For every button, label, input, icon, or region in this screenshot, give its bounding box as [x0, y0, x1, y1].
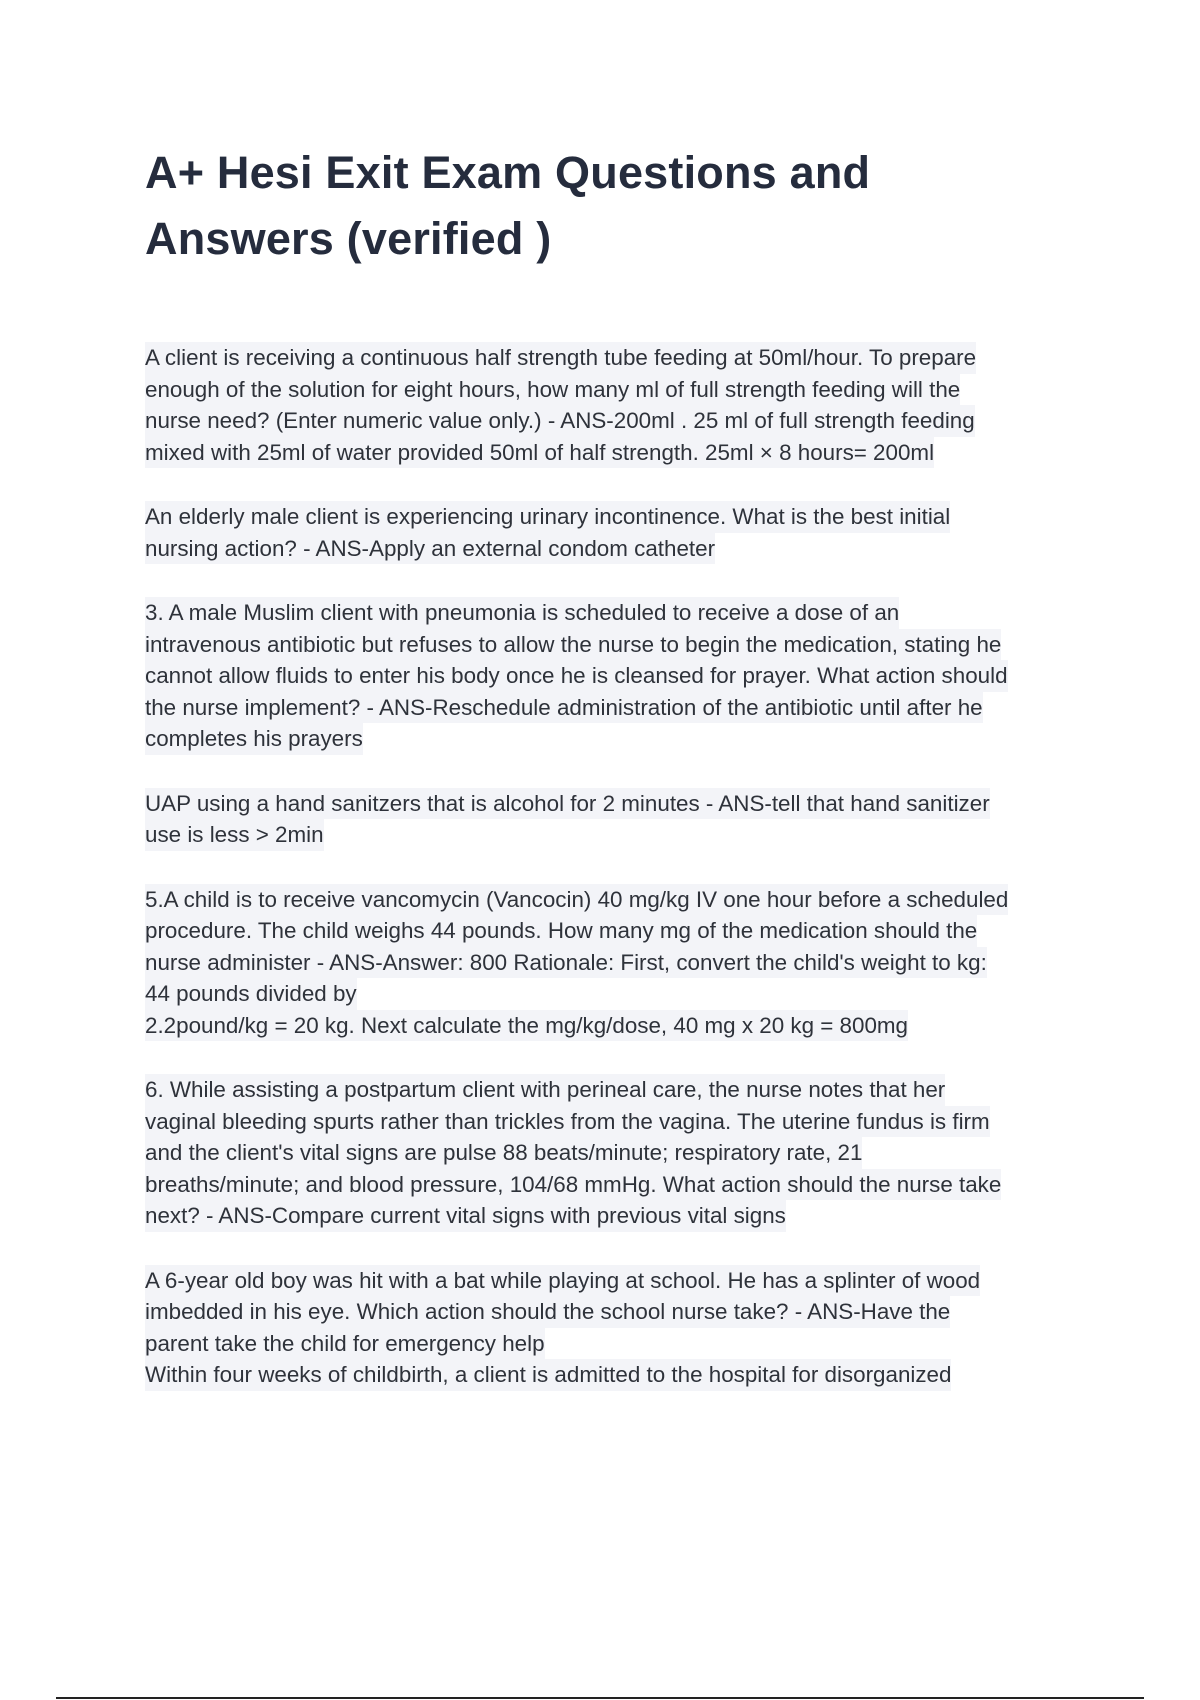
qa-line: procedure. The child weighs 44 pounds. How many mg of the medication should the [145, 915, 977, 947]
qa-line: and the client's vital signs are pulse 88 beats/minute; respiratory rate, 21 [145, 1137, 862, 1169]
qa-line: A 6-year old boy was hit with a bat while playing at school. He has a splinter of wood [145, 1265, 980, 1297]
qa-line: 44 pounds divided by [145, 978, 357, 1010]
qa-line: vaginal bleeding spurts rather than trickles from the vagina. The uterine fundus is firm [145, 1106, 990, 1138]
qa-line: A client is receiving a continuous half strength tube feeding at 50ml/hour. To prepare [145, 342, 976, 374]
qa-item [145, 788, 1085, 851]
qa-line: UAP using a hand sanitzers that is alcohol for 2 minutes - ANS-tell that hand sanitizer [145, 788, 990, 820]
qa-item [145, 597, 1085, 755]
qa-line: Within four weeks of childbirth, a client is admitted to the hospital for disorganized [145, 1359, 951, 1391]
qa-line: An elderly male client is experiencing urinary incontinence. What is the best initial [145, 501, 950, 533]
qa-line: breaths/minute; and blood pressure, 104/68 mmHg. What action should the nurse take [145, 1169, 1001, 1201]
title-line-2: Answers (verified ) [145, 213, 552, 264]
qa-line: 2.2pound/kg = 20 kg. Next calculate the mg/kg/dose, 40 mg x 20 kg = 800mg [145, 1010, 908, 1042]
qa-line: nurse need? (Enter numeric value only.) - ANS-200ml . 25 ml of full strength feeding [145, 405, 975, 437]
qa-list [145, 342, 1085, 1391]
page-bottom-rule [56, 1697, 1144, 1699]
qa-line: 5.A child is to receive vancomycin (Vancocin) 40 mg/kg IV one hour before a scheduled [145, 884, 1008, 916]
qa-line: intravenous antibiotic but refuses to allow the nurse to begin the medication, stating he [145, 629, 1001, 661]
qa-item [145, 1265, 1085, 1391]
qa-line: use is less > 2min [145, 819, 324, 851]
qa-line: the nurse implement? - ANS-Reschedule administration of the antibiotic until after he [145, 692, 983, 724]
qa-line: parent take the child for emergency help [145, 1328, 545, 1360]
qa-line: next? - ANS-Compare current vital signs with previous vital signs [145, 1200, 786, 1232]
qa-line: enough of the solution for eight hours, how many ml of full strength feeding will the [145, 374, 960, 406]
qa-line: 3. A male Muslim client with pneumonia is scheduled to receive a dose of an [145, 597, 899, 629]
qa-line: nursing action? - ANS-Apply an external condom catheter [145, 533, 715, 565]
qa-item [145, 884, 1085, 1042]
qa-line: mixed with 25ml of water provided 50ml of half strength. 25ml × 8 hours= 200ml [145, 437, 934, 469]
document-title [145, 140, 1085, 272]
qa-line: 6. While assisting a postpartum client with perineal care, the nurse notes that her [145, 1074, 945, 1106]
qa-line: nurse administer - ANS-Answer: 800 Rationale: First, convert the child's weight to kg: [145, 947, 987, 979]
qa-item [145, 1074, 1085, 1232]
title-line-1: A+ Hesi Exit Exam Questions and [145, 147, 871, 198]
qa-item [145, 342, 1085, 468]
qa-line: completes his prayers [145, 723, 363, 755]
qa-item [145, 501, 1085, 564]
qa-line: imbedded in his eye. Which action should the school nurse take? - ANS-Have the [145, 1296, 950, 1328]
qa-line: cannot allow fluids to enter his body once he is cleansed for prayer. What action should [145, 660, 1008, 692]
